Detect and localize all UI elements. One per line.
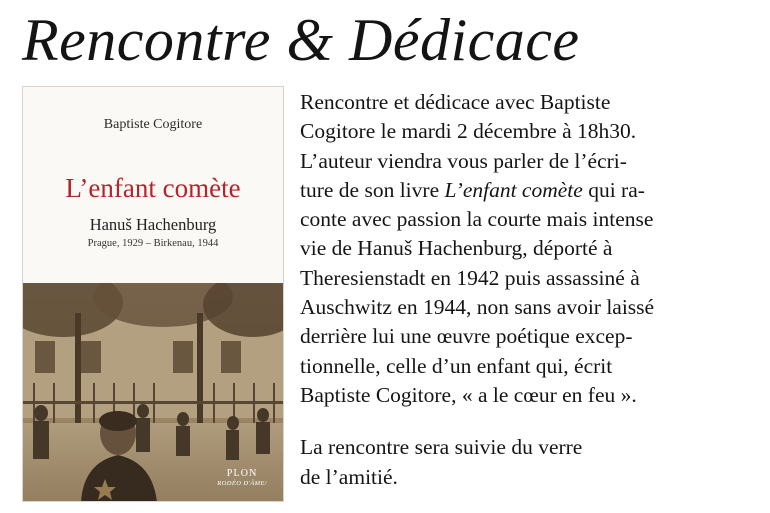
text-line: vie de Hanuš Hachenburg, déporté à (300, 236, 613, 261)
cover-dates: Prague, 1929 – Birkenau, 1944 (87, 238, 219, 249)
cover-author: Baptiste Cogitore (103, 117, 203, 132)
text-line: Theresienstadt en 1942 puis assassiné à (300, 265, 640, 290)
book-title-italic: L’enfant comète (444, 177, 583, 202)
publisher-series: RODÉO D'ÂME/ (217, 479, 267, 487)
cover-title: L’enfant comète (65, 173, 241, 203)
text-line: L’auteur viendra vous parler de l’écri- (300, 148, 627, 173)
text-line: Baptiste Cogitore, « a le cœur en feu ». (300, 382, 637, 407)
text-fragment: ture de son livre (300, 177, 445, 202)
paragraph-spacer (300, 410, 750, 433)
text-line: La rencontre sera suivie du verre (300, 435, 583, 460)
text-line: conte avec passion la courte mais intense (300, 207, 654, 232)
headline: Rencontre & Dédicace (22, 7, 580, 73)
paragraph-reception (300, 433, 750, 492)
text-line: Auschwitz en 1944, non sans avoir laissé (300, 295, 655, 320)
cover-subtitle: Hanuš Hachenburg (89, 215, 217, 234)
text-line (300, 176, 750, 205)
text-line: de l’amitié. (300, 464, 398, 489)
text-line: tionnelle, celle d’un enfant qui, écrit (300, 353, 613, 378)
book-cover-image (22, 86, 284, 502)
publisher-name: PLON (226, 467, 258, 479)
paragraph-announcement (300, 88, 750, 410)
text-line: Cogitore le mardi 2 décembre à 18h30. (300, 119, 637, 144)
publisher-logo (217, 469, 267, 488)
text-line: Rencontre et dédicace avec Baptiste (300, 90, 611, 114)
event-description (300, 88, 750, 492)
text-fragment: qui ra- (582, 177, 645, 202)
text-line: derrière lui une œuvre poétique excep- (300, 324, 633, 349)
